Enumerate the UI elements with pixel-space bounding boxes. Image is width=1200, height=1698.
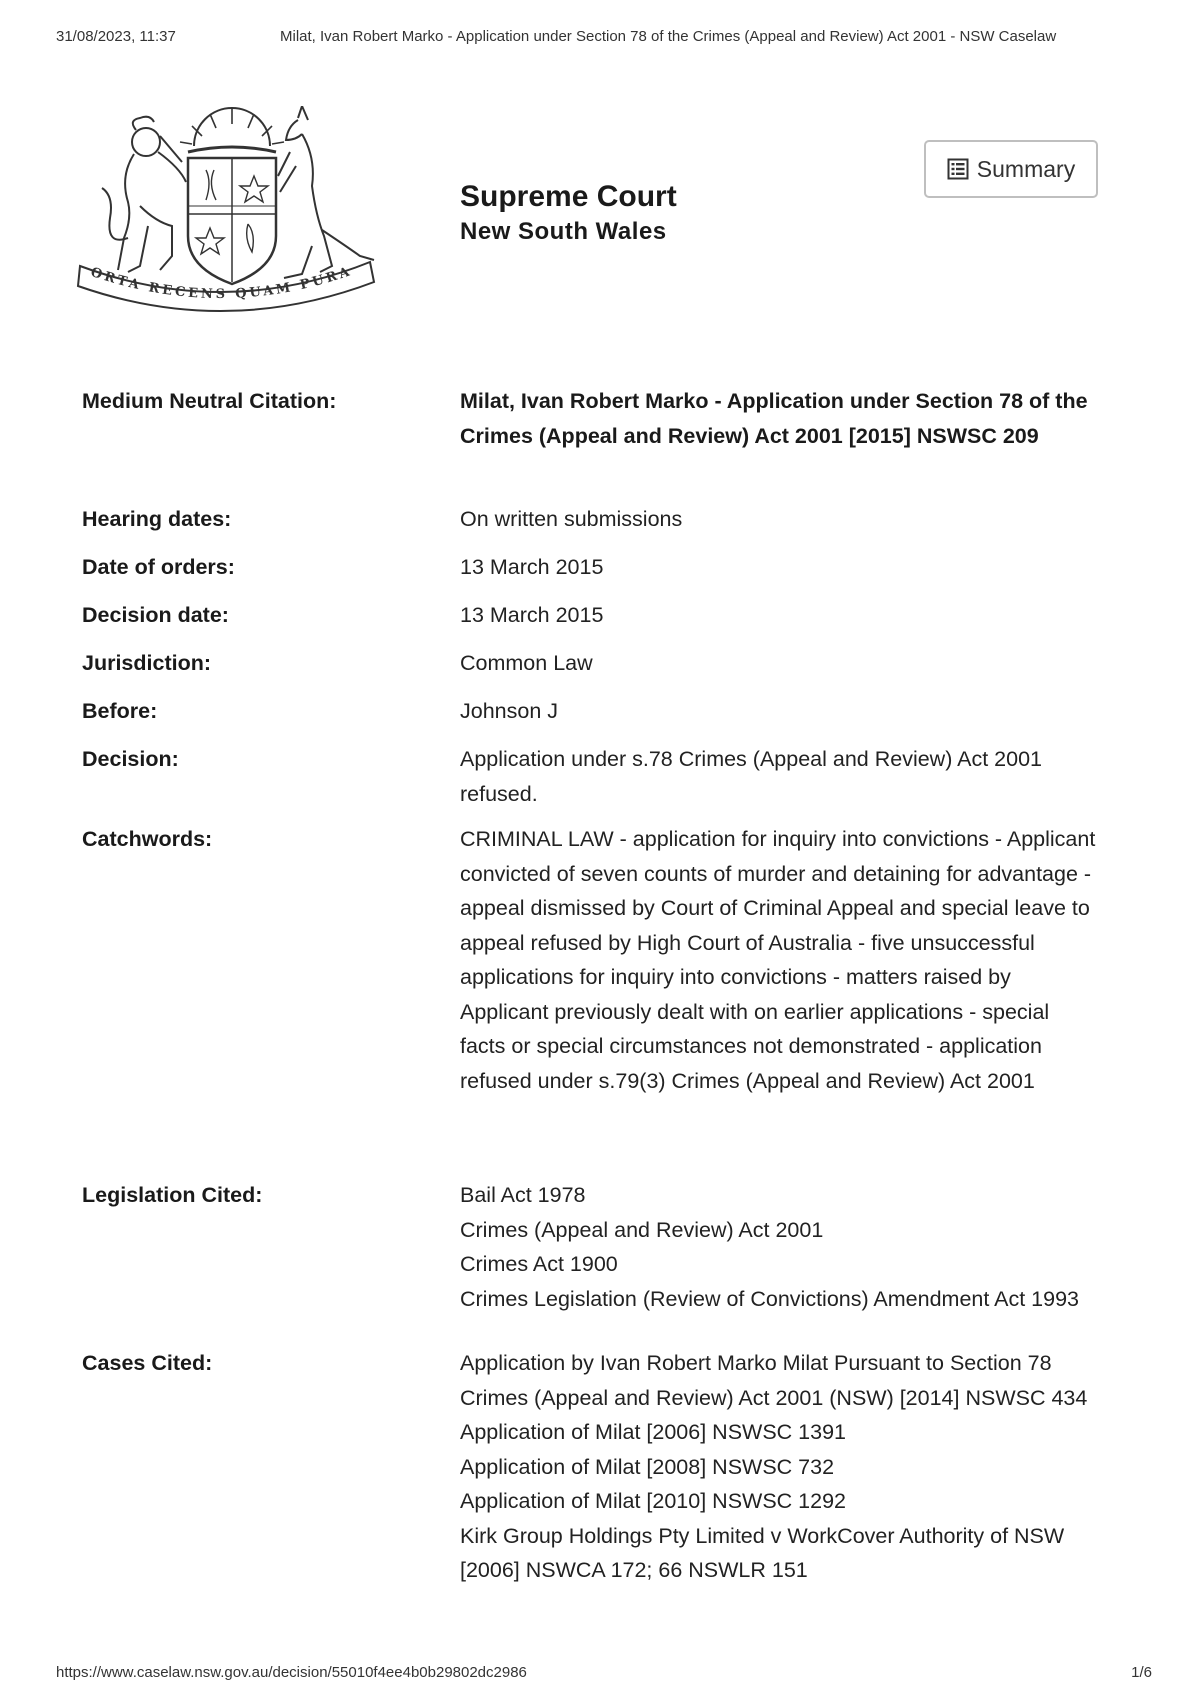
before-row — [82, 694, 1102, 742]
decision-value: Application under s.78 Crimes (Appeal and Review) Act 2001 refused. — [460, 747, 1043, 806]
legislation-cited-row — [82, 1178, 1102, 1346]
case-item: Application of Milat [2010] NSWSC 1292 — [460, 1489, 847, 1513]
crest-motto: ORTA RECENS QUAM PURA — [88, 263, 355, 303]
decision-label: Decision: — [82, 747, 179, 771]
print-timestamp: 31/08/2023, 11:37 — [56, 28, 176, 45]
summary-button-label: Summary — [976, 155, 1076, 182]
case-item: Application of Milat [2008] NSWSC 732 — [460, 1454, 835, 1479]
case-metadata-table — [82, 384, 1102, 1588]
jurisdiction-value: Common Law — [460, 651, 593, 675]
court-name: Supreme Court — [460, 180, 677, 213]
decision-date-value: 13 March 2015 — [460, 603, 604, 627]
date-of-orders-label: Date of orders: — [82, 555, 235, 579]
citation-row — [82, 384, 1102, 502]
catchwords-label: Catchwords: — [82, 827, 213, 851]
date-of-orders-value: 13 March 2015 — [460, 555, 604, 579]
print-footer — [56, 1664, 1152, 1684]
legislation-cited-label: Legislation Cited: — [82, 1183, 263, 1207]
summary-button[interactable] — [924, 140, 1098, 198]
print-page-number: 1/6 — [1131, 1664, 1152, 1681]
legislation-item: Crimes Legislation (Review of Convictions) Amendment Act 1993 — [460, 1286, 1080, 1311]
hearing-dates-label: Hearing dates: — [82, 507, 232, 531]
before-value: Johnson J — [460, 699, 559, 723]
date-of-orders-row — [82, 550, 1102, 598]
catchwords-value: CRIMINAL LAW - application for inquiry into convictions - Applicant convicted of seven counts of murder and detaining for advantage - appeal dismissed by Court of Criminal Appeal and special leave to appeal refused by High Court of Australia - five unsuccessful applications for inquiry into convictions - matters raised by Applicant previously dealt with on earlier applications - special facts or special circumstances not demonstrated - application refused under s.79(3) Crimes (Appeal and Review) Act 2001 — [460, 827, 1096, 1093]
nsw-coat-of-arms-crest — [76, 106, 392, 328]
decision-row — [82, 742, 1102, 822]
print-page-title: Milat, Ivan Robert Marko - Application under Section 78 of the Crimes (Appeal and Review) Act 2001 - NSW Caselaw — [280, 28, 1057, 45]
legislation-item: Crimes (Appeal and Review) Act 2001 — [460, 1217, 824, 1242]
cases-cited-list — [460, 1346, 1100, 1588]
case-item: Application by Ivan Robert Marko Milat Pursuant to Section 78 Crimes (Appeal and Review) Act 2001 (NSW) [2014] NSWSC 434 — [460, 1351, 1088, 1410]
svg-text:ORTA RECENS QUAM PURA NITES — [76, 106, 361, 302]
print-page-url: https://www.caselaw.nsw.gov.au/decision/55010f4ee4b0b29802dc2986 — [56, 1664, 527, 1681]
cases-cited-label: Cases Cited: — [82, 1351, 213, 1375]
legislation-item: Bail Act 1978 — [460, 1183, 586, 1207]
before-label: Before: — [82, 699, 158, 723]
jurisdiction-label: Jurisdiction: — [82, 651, 212, 675]
catchwords-row — [82, 822, 1102, 1178]
hearing-dates-value: On written submissions — [460, 507, 683, 531]
case-item: Application of Milat [2006] NSWSC 1391 — [460, 1420, 847, 1444]
citation-value: Milat, Ivan Robert Marko - Application under Section 78 of the Crimes (Appeal and Review) Act 2001 [2015] NSWSC 209 — [460, 389, 1088, 448]
hearing-dates-row — [82, 502, 1102, 550]
decision-date-label: Decision date: — [82, 603, 229, 627]
court-heading — [460, 180, 677, 246]
list-icon — [947, 158, 969, 180]
legislation-item: Crimes Act 1900 — [460, 1252, 618, 1276]
jurisdiction-row — [82, 646, 1102, 694]
court-state: New South Wales — [460, 218, 667, 245]
decision-date-row — [82, 598, 1102, 646]
case-item: Kirk Group Holdings Pty Limited v WorkCover Authority of NSW [2006] NSWCA 172; 66 NSWLR 151 — [460, 1523, 1065, 1582]
cases-cited-row — [82, 1346, 1102, 1588]
print-header — [56, 28, 1146, 48]
citation-label: Medium Neutral Citation: — [82, 389, 337, 413]
legislation-cited-list — [460, 1178, 1100, 1346]
